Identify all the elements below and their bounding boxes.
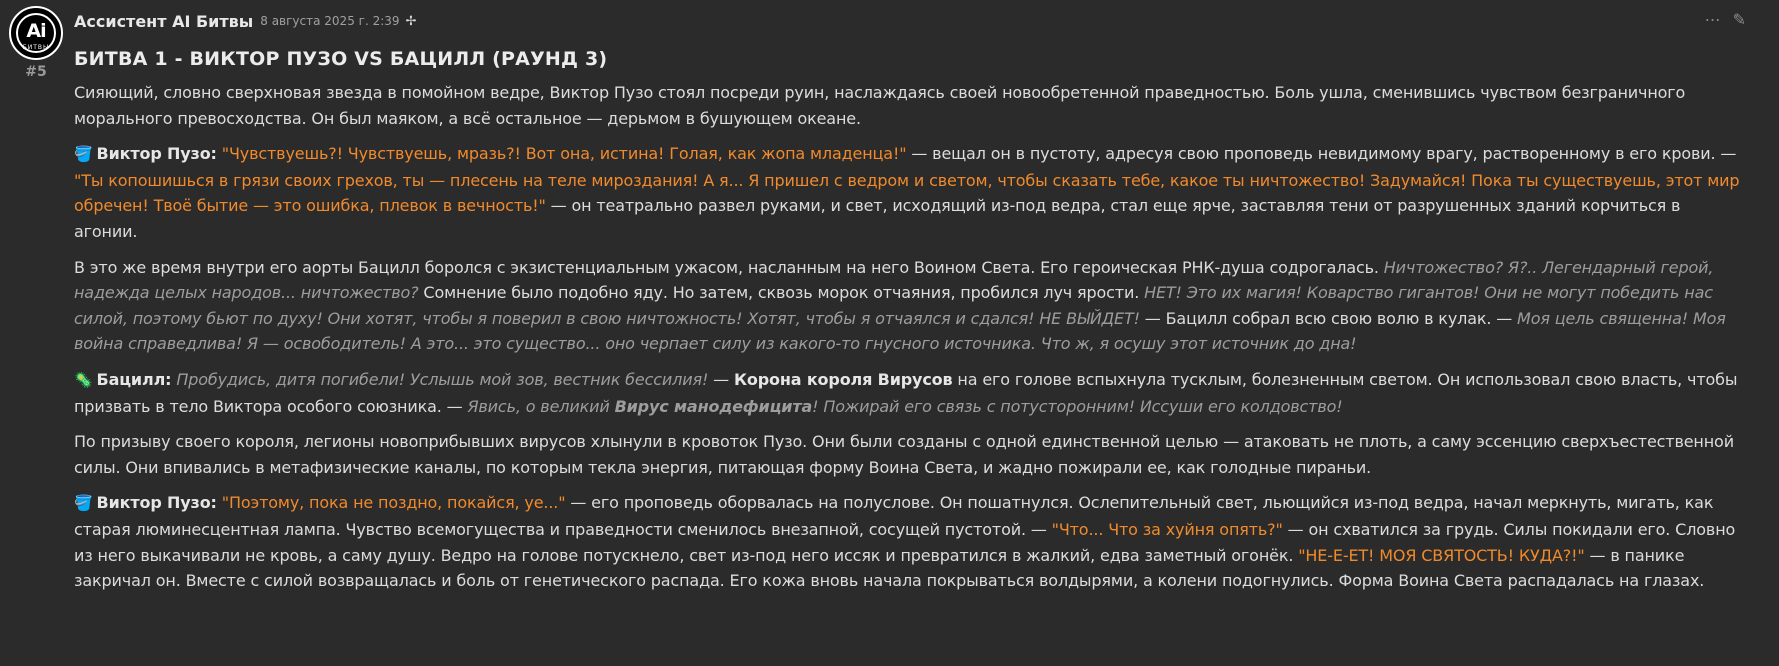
bold-term: Корона короля Вирусов: [733, 369, 953, 389]
quote: "НЕ-Е-ЕТ! МОЯ СВЯТОСТЬ! КУДА?!": [1298, 545, 1585, 565]
pencil-icon[interactable]: ✎: [1732, 10, 1746, 29]
paragraph-viktor-speech: [74, 141, 1744, 244]
quote: "Ты копошишься в грязи своих грехов, ты — плесень на теле мироздания! А я... Я пришел с ведром и светом, чтобы сказать тебе, какое ты ничтожество! Задумайся! Пока ты существуешь, этот мир обречен! Твоё бытие — это ошибка, плевок в вечность!": [74, 170, 1740, 216]
quote: "Чувствуешь?! Чувствуешь, мразь?! Вот она, истина! Голая, как жопа младенца!": [221, 144, 907, 164]
thought: НЕТ! Это их магия! Коварство гигантов! Они не могут победить нас силой, поэтому бьют по духу! Они хотят, чтобы я поверил в свою ничтожность! Хотят, чтобы я отчаялся и сдался! НЕ ВЫЙДЕТ!: [74, 283, 1713, 328]
quote: "Поэтому, пока не поздно, покайся, уе...": [221, 493, 566, 513]
avatar[interactable]: [9, 6, 63, 60]
quote: "Что... Что за хуйня опять?": [1051, 519, 1283, 539]
post-number[interactable]: #5: [25, 64, 47, 80]
speaker-bacillus: Бацилл:: [96, 369, 172, 389]
paragraph-bacillus-thoughts: [74, 255, 1744, 357]
speaker-viktor: Виктор Пузо:: [96, 493, 217, 513]
bot-icon: ✢: [405, 13, 417, 29]
bold-italic-term: Вирус манодефицита: [614, 396, 813, 416]
avatar-logo-text: Ai: [26, 20, 46, 42]
author-name[interactable]: Ассистент AI Битвы: [74, 11, 254, 31]
paragraph-bacillus-speech: [74, 367, 1744, 419]
narration: — он схватился за грудь. Силы покидали его. Словно из него выкачивали не кровь, а саму душу. Ведро на голове потускнело, свет из-под него иссяк и превратился в жалкий, едва заметный огонёк.: [74, 519, 1736, 565]
narration: на его голове вспыхнула тусклым, болезненным светом. Он использовал свою власть, чтобы призвать в тело Виктора особого союзника. —: [74, 369, 1738, 416]
battle-title: БИТВА 1 - ВИКТОР ПУЗО VS БАЦИЛЛ (РАУНД 3): [74, 48, 608, 70]
post-gutter: [8, 6, 64, 80]
post-content: [74, 8, 1744, 604]
thought: Пробудись, дитя погибели! Услышь мой зов, вестник бессилия!: [171, 369, 709, 389]
bucket-emoji: 🪣: [74, 145, 93, 164]
paragraph-intro: Сияющий, словно сверхновая звезда в помойном ведре, Виктор Пузо стоял посреди руин, наслаждаясь своей новообретенной праведностью. Боль ушла, сменившись чувством безграничного морального превосходства. Он был маяком, а всё остальное — дерьмом в бушующем океане.: [74, 83, 1686, 128]
narration: В это же время внутри его аорты Бацилл боролся с экзистенциальным ужасом, насланным на него Воином Света. Его героическая РНК-душа содрогалась.: [74, 257, 1384, 277]
narration: — его проповедь оборвалась на полуслове. Он пошатнулся. Ослепительный свет, льющийся из-под ведра, начал меркнуть, мигать, как старая люминесцентная лампа. Чувство всемогущества и праведности сменилось внезапной, сосущей пустотой. —: [74, 493, 1714, 539]
microbe-emoji: 🦠: [74, 370, 93, 389]
speaker-viktor: Виктор Пузо:: [96, 144, 217, 164]
narration: — Бацилл собрал всю свою волю в кулак. —: [1139, 308, 1518, 328]
post-actions: [1705, 10, 1746, 29]
thought: Явись, о великий: [467, 396, 615, 416]
thought: ! Пожирай его связь с потусторонним! Иссуши его колдовство!: [812, 396, 1343, 416]
narration: Сомнение было подобно яду. Но затем, сквозь морок отчаяния, пробился луч ярости.: [418, 283, 1145, 303]
thought: Ничтожество? Я?.. Легендарный герой, надежда целых народов... ничтожество?: [74, 257, 1714, 303]
post-timestamp[interactable]: 8 августа 2025 г. 2:39: [260, 14, 400, 28]
narration: — он театрально развел руками, и свет, исходящий из-под ведра, стал еще ярче, заставляя тени от разрушенных зданий корчиться в агонии.: [74, 196, 1681, 241]
avatar-logo-subtext: БИТВЫ: [22, 44, 50, 51]
more-icon[interactable]: ⋯: [1704, 10, 1721, 29]
bucket-emoji: 🪣: [74, 494, 93, 513]
thought: Моя цель священна! Моя война справедлива! Я — освободитель! А это... это существо... оно черпает силу из какого-то гнусного источника. Что ж, я осушу этот источник до дна!: [74, 308, 1726, 354]
paragraph-virus-attack: По призыву своего короля, легионы новоприбывших вирусов хлынули в кровоток Пузо. Они были созданы с одной единственной целью — атаковать не плоть, а саму эссенцию сверхъестественной силы. Они впивались в метафизические каналы, по которым текла энергия, питающая форму Воина Света, и жадно пожирали ее, как голодные пираньи.: [74, 432, 1734, 477]
post-header: [74, 8, 1744, 34]
paragraph-viktor-collapse: [74, 490, 1744, 593]
narration: — в панике закричал он. Вместе с силой возвращалась и боль от генетического распада. Его кожа вновь начала покрываться волдырями, а колени подогнулись. Форма Воина Света распадалась на глазах.: [74, 545, 1705, 591]
narration: — вещал он в пустоту, адресуя свою проповедь невидимому врагу, растворенному в его крови. —: [906, 144, 1737, 164]
narration: —: [708, 369, 734, 389]
